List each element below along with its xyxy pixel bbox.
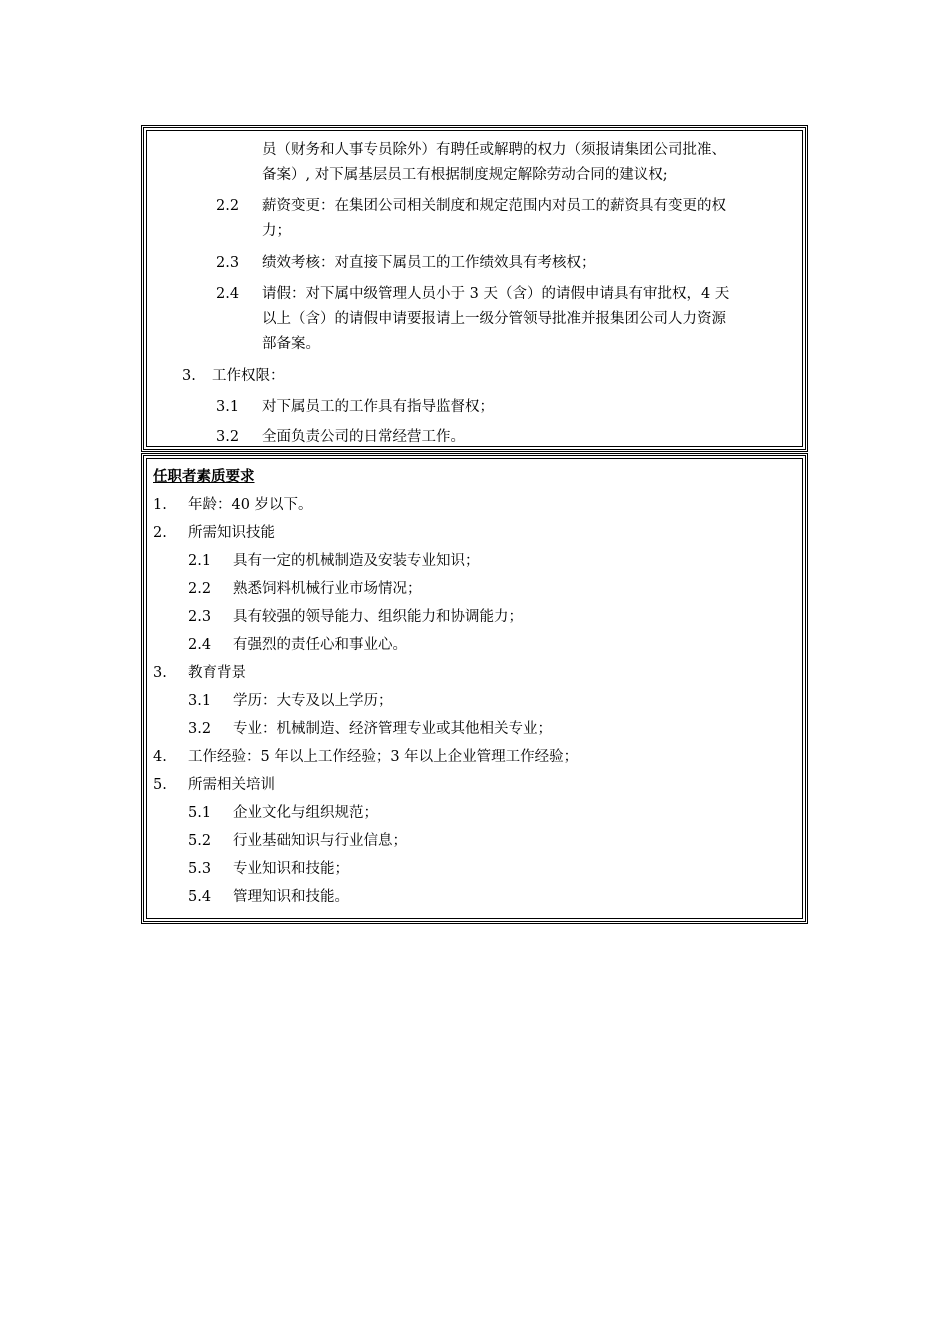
req-item-label: 熟悉饲料机械行业市场情况；	[233, 581, 422, 597]
authority-3-number: 3.	[182, 368, 196, 384]
req-item-number: 2.2	[188, 581, 212, 597]
req-item-number: 4.	[153, 749, 167, 765]
req-item-number: 5.4	[188, 889, 212, 905]
req-item-number: 5.	[153, 777, 167, 793]
req-item-label: 教育背景	[188, 665, 246, 681]
req-item-label: 行业基础知识与行业信息；	[233, 833, 407, 849]
authority-2-3-number: 2.3	[216, 255, 240, 271]
req-item-number: 5.3	[188, 861, 212, 877]
req-item-label: 有强烈的责任心和事业心。	[233, 637, 407, 653]
requirements-title: 任职者素质要求	[153, 468, 255, 485]
authority-3-label: 工作权限：	[212, 368, 285, 384]
req-item-number: 1.	[153, 497, 167, 513]
req-item-number: 2.3	[188, 609, 212, 625]
authority-2-4-line-3: 部备案。	[262, 336, 320, 352]
req-item-number: 3.2	[188, 721, 212, 737]
req-item-number: 5.2	[188, 833, 212, 849]
authority-2-1-line-1: 员（财务和人事专员除外）有聘任或解聘的权力（须报请集团公司批准、	[262, 142, 726, 158]
req-item-label: 工作经验：5 年以上工作经验；3 年以上企业管理工作经验；	[188, 749, 579, 765]
authority-3-2-number: 3.2	[216, 429, 240, 445]
authority-2-2-number: 2.2	[216, 198, 240, 214]
authority-3-1-label: 对下属员工的工作具有指导监督权；	[262, 399, 494, 415]
authority-2-4-line-1: 请假：对下属中级管理人员小于 3 天（含）的请假申请具有审批权，4 天	[262, 286, 730, 302]
req-item-number: 3.1	[188, 693, 212, 709]
authority-2-3-line-1: 绩效考核：对直接下属员工的工作绩效具有考核权；	[262, 255, 596, 271]
req-item-label: 所需知识技能	[188, 525, 275, 541]
req-item-number: 3.	[153, 665, 167, 681]
authority-2-4-line-2: 以上（含）的请假申请要报请上一级分管领导批准并报集团公司人力资源	[262, 311, 726, 327]
req-item-number: 5.1	[188, 805, 212, 821]
authority-2-2-line-1: 薪资变更：在集团公司相关制度和规定范围内对员工的薪资具有变更的权	[262, 198, 726, 214]
req-item-number: 2.4	[188, 637, 212, 653]
authority-2-1-line-2: 备案）, 对下属基层员工有根据制度规定解除劳动合同的建议权;	[262, 167, 668, 183]
req-item-label: 年龄：40 岁以下。	[188, 497, 313, 513]
req-item-label: 学历：大专及以上学历；	[233, 693, 393, 709]
req-item-label: 所需相关培训	[188, 777, 275, 793]
req-item-number: 2.	[153, 525, 167, 541]
req-item-label: 具有较强的领导能力、组织能力和协调能力；	[233, 609, 523, 625]
req-item-label: 具有一定的机械制造及安装专业知识；	[233, 553, 480, 569]
req-item-label: 管理知识和技能。	[233, 889, 349, 905]
req-item-label: 企业文化与组织规范；	[233, 805, 378, 821]
authority-2-2-line-2: 力；	[262, 223, 291, 239]
authority-2-4-number: 2.4	[216, 286, 240, 302]
req-item-label: 专业知识和技能；	[233, 861, 349, 877]
req-item-label: 专业：机械制造、经济管理专业或其他相关专业；	[233, 721, 552, 737]
authority-3-1-number: 3.1	[216, 399, 240, 415]
req-item-number: 2.1	[188, 553, 212, 569]
authority-3-2-label: 全面负责公司的日常经营工作。	[262, 429, 465, 445]
